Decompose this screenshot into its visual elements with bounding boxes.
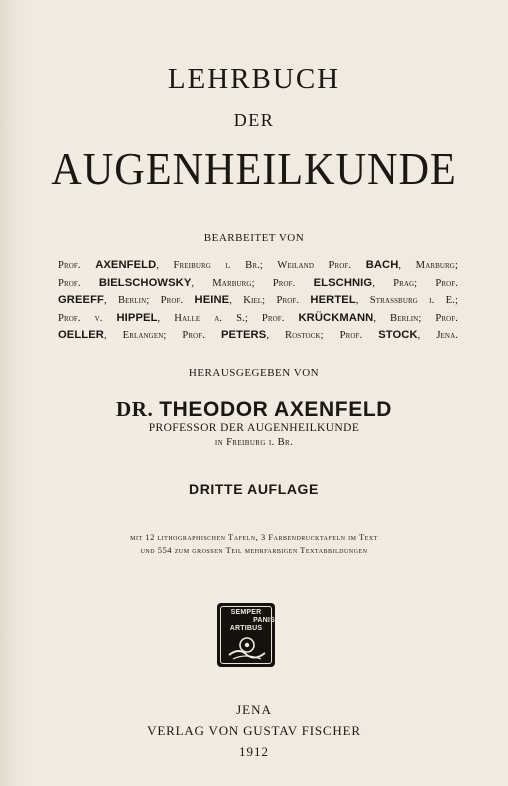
emblem-text-2: PANIS	[253, 617, 275, 624]
author-text: , Berlin; Prof.	[373, 312, 458, 324]
publisher-name: VERLAG VON GUSTAV FISCHER	[147, 723, 361, 738]
author-text: , Marburg;	[398, 260, 459, 271]
author-text: , Jena.	[417, 330, 458, 341]
editor-city: in Freiburg i. Br.	[214, 437, 294, 448]
emblem-border	[220, 606, 275, 664]
author-list	[58, 257, 458, 345]
author-name: STOCK	[378, 329, 418, 341]
editor-fullname: THEODOR AXENFELD	[159, 398, 393, 421]
author-name: GREEFF	[58, 294, 104, 306]
editor-prefix: DR.	[115, 397, 154, 421]
editor-name	[0, 397, 508, 422]
publisher-city: JENA	[236, 702, 272, 717]
author-name: OELLER	[58, 329, 104, 341]
author-text: , Kiel; Prof.	[229, 295, 311, 306]
published-by-label: HERAUSGEGEBEN VON	[188, 367, 320, 379]
author-name: PETERS	[220, 329, 267, 341]
author-line	[58, 292, 458, 310]
author-text: , Strassburg i. E.;	[355, 295, 458, 306]
author-line	[58, 310, 458, 328]
author-text: , Halle a. S.; Prof.	[157, 312, 299, 324]
edition-label: DRITTE AUFLAGE	[189, 481, 319, 497]
emblem-text-3: ARTIBUS	[229, 625, 263, 632]
author-name: KRÜCKMANN	[298, 311, 374, 324]
publication-year: 1912	[239, 744, 269, 759]
contents-note-line-1: mit 12 lithographischen Tafeln, 3 Farbendrucktafeln im Text	[130, 532, 378, 542]
edited-by-label: BEARBEITET VON	[203, 232, 305, 244]
contents-note-line-2: und 554 zum grossen Teil mehrfarbigen Textabbildungen	[140, 545, 368, 555]
author-name: HEINE	[194, 294, 230, 306]
author-line	[58, 275, 458, 293]
author-text: , Rostock; Prof.	[266, 330, 379, 341]
author-text: Prof. v.	[58, 312, 117, 324]
author-name: HERTEL	[310, 294, 356, 306]
author-text: , Freiburg i. Br.; Weiland Prof.	[156, 260, 366, 271]
author-name: BIELSCHOWSKY	[98, 276, 192, 289]
title-line-3: AUGENHEILKUNDE	[51, 143, 457, 194]
author-name: ELSCHNIG	[313, 276, 373, 289]
author-text: , Prag; Prof.	[372, 277, 458, 289]
author-line	[58, 327, 458, 345]
title-line-2: DER	[233, 110, 275, 130]
author-name: HIPPEL	[116, 311, 158, 324]
emblem-text-1: SEMPER	[230, 609, 262, 616]
author-text: Prof.	[58, 277, 99, 289]
title-line-1: LEHRBUCH	[167, 63, 341, 95]
author-name: AXENFELD	[95, 259, 157, 271]
editor-position: PROFESSOR DER AUGENHEILKUNDE	[148, 422, 360, 434]
publisher-emblem-icon	[217, 603, 275, 667]
author-text: , Marburg; Prof.	[191, 277, 314, 289]
author-text: Prof.	[58, 260, 96, 271]
emblem-figure-icon	[227, 635, 267, 661]
author-name: BACH	[365, 259, 399, 271]
author-text: , Berlin; Prof.	[103, 295, 195, 306]
author-line	[58, 257, 458, 275]
author-text: , Erlangen; Prof.	[103, 330, 221, 341]
